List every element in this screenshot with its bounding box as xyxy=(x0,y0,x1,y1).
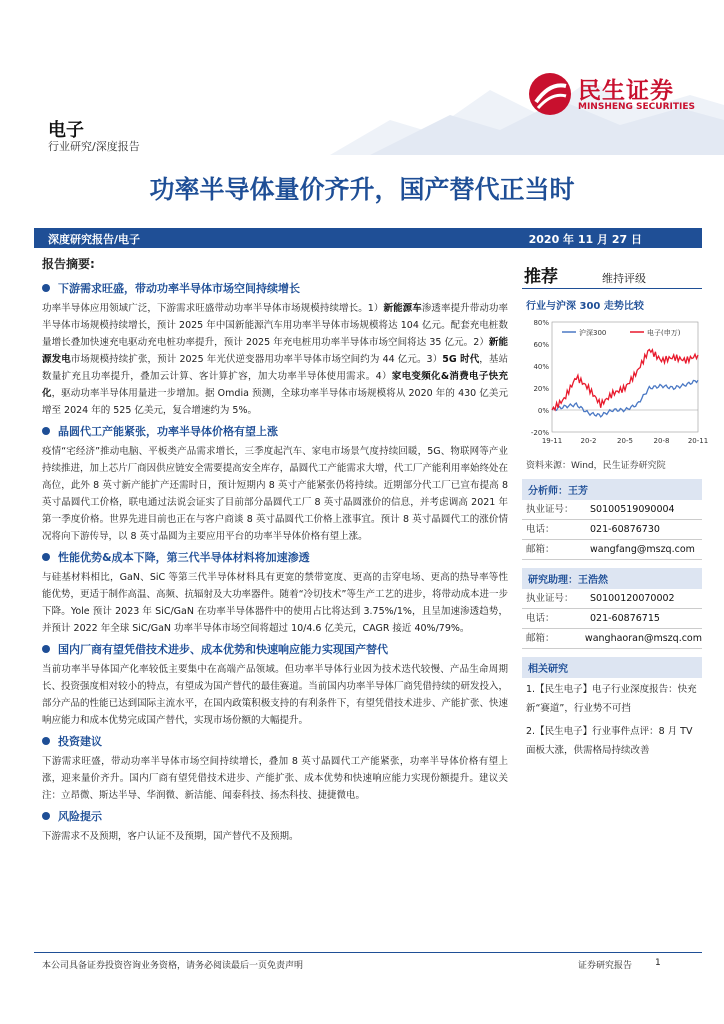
section-paragraph xyxy=(42,443,508,545)
chart-source: 资料来源：Wind，民生证券研究院 xyxy=(526,461,666,471)
footer-label: 证券研究报告 xyxy=(578,961,633,971)
footer-divider xyxy=(34,952,702,953)
page-number: 1 xyxy=(655,958,661,968)
related-report-link[interactable]: 1.【民生电子】电子行业深度报告：快充新“赛道”，行业势不可挡 xyxy=(526,684,697,714)
contact-value: 021-60876730 xyxy=(590,524,660,535)
rating-box xyxy=(522,252,702,289)
x-tick-label: 20-8 xyxy=(653,437,670,445)
y-tick-label: 80% xyxy=(533,319,549,327)
section-heading xyxy=(42,733,508,749)
assistant-row xyxy=(522,589,702,609)
y-tick-label: 20% xyxy=(533,385,549,393)
x-tick-label: 20-5 xyxy=(617,437,633,445)
emphasis-text: 家电变频化&消费电子快充化 xyxy=(42,371,508,399)
y-tick-label: -20% xyxy=(530,429,549,437)
y-tick-label: 0% xyxy=(537,407,549,415)
abstract-title: 报告摘要: xyxy=(42,257,95,271)
analyst-row xyxy=(522,520,702,540)
y-tick-label: 60% xyxy=(533,341,549,349)
contact-key: 邮箱： xyxy=(526,633,555,644)
section-heading xyxy=(42,423,508,439)
paragraph-text: 当前功率半导体国产化率较低主要集中在高端产品领域。但功率半导体行业因为技术迭代较慢、产品生命周期长、投资强度相对较小的特点，有望成为国产替代的最佳赛道。当前国内功率半导体厂商凭借持续的研发投入，部分产品的性能已达到国际主流水平，在国内政策积极支持的有利条件下，有望凭借技术进步、产能扩张、快速响应能力和成本优势完成国产替代，实现市场份额的大幅提升。 xyxy=(42,664,508,726)
section-heading-text: 风险提示 xyxy=(58,810,102,823)
bullet-dot-icon xyxy=(42,812,50,820)
rating-value: 推荐 xyxy=(524,267,558,287)
y-tick-label: 40% xyxy=(533,363,549,371)
assistant-row xyxy=(522,609,702,629)
contact-key: 电话： xyxy=(526,613,555,624)
section-paragraph xyxy=(42,300,508,419)
paragraph-text: ，基站数量扩充且功率提升，叠加云计算、客计算扩容，加大功率半导体使用需求。4） xyxy=(42,354,508,382)
related-report-link[interactable]: 2.【民生电子】行业事件点评：8 月 TV 面板大涨，供需格局持续改善 xyxy=(526,726,693,756)
abstract-section xyxy=(42,549,508,637)
contact-key: 执业证号： xyxy=(526,504,574,515)
logo-name: 民生证券 xyxy=(578,78,674,104)
logo-english: MINSHENG SECURITIES xyxy=(578,102,695,112)
page-title: 功率半导体量价齐升，国产替代正当时 xyxy=(149,175,575,204)
assistant-row xyxy=(522,629,702,649)
chart-title: 行业与沪深 300 走势比较 xyxy=(526,301,644,312)
contact-key: 执业证号： xyxy=(526,593,574,604)
section-heading xyxy=(42,641,508,657)
trend-chart xyxy=(522,314,709,456)
series-line-hs300 xyxy=(552,380,698,417)
plot-frame xyxy=(552,322,698,432)
footer-disclaimer: 本公司具备证券投资咨询业务资格，请务必阅读最后一页免责声明 xyxy=(42,961,304,971)
bullet-dot-icon xyxy=(42,427,50,435)
section-paragraph xyxy=(42,828,508,845)
legend-label: 沪深300 xyxy=(579,329,607,337)
report-banner xyxy=(34,228,702,248)
emphasis-text: 新能源车 xyxy=(383,303,422,314)
abstract-section xyxy=(42,808,508,845)
analyst-row xyxy=(522,500,702,520)
bullet-dot-icon xyxy=(42,645,50,653)
paragraph-text: 疫情“宅经济”推动电脑、平板类产品需求增长，三季度起汽车、家电市场景气度持续回暖，5G、物联网等产业持续推进，加上芯片厂商因供应链安全需要提高安全库存，晶圆代工产能需求大增，代工厂产能利用率始终处在高位，此外 8 英寸新产能扩产还需时日，预计短期内 8 英寸产能紧张仍将持续。近期部分代工厂已宣布提高 8 英寸晶圆代工价格，联电通过法说会证实了目前部分晶圆代工厂 8 英寸晶圆涨价的信息，并考虑调高 2021 年第一季度价格。世界先进目前也正在与客户商谈 8 英寸晶圆代工价格上涨事宜。预计 8 英寸晶圆代工的涨价情况将向下游传导，以 8 英寸晶圆为主要应用平台的功率半导体价格有望上涨。 xyxy=(42,446,508,542)
bullet-dot-icon xyxy=(42,284,50,292)
paragraph-text: 与硅基材料相比，GaN、SiC 等第三代半导体材料具有更宽的禁带宽度、更高的击穿电场、更高的热导率等性能优势，更适于制作高温、高频、抗辐射及大功率器件。随着“冷切技术”等生产工艺的进步，将带动成本进一步下降。Yole 预计 2023 年 SiC/GaN 在功率半导体器件中的使用占比将达到 3.75%/1%，且呈加速渗透趋势，并预计 2022 年全球 SiC/GaN 功率半导体市场空间将超过 10/4.6 亿美元，CAGR 接近 40%/79%。 xyxy=(42,572,508,634)
contact-value: S0100120070002 xyxy=(590,593,675,604)
related-header: 相关研究 xyxy=(522,657,702,678)
abstract-section xyxy=(42,280,508,419)
abstract-column xyxy=(42,252,508,849)
analyst-header: 分析师：王芳 xyxy=(522,479,702,500)
legend-label: 电子(申万) xyxy=(647,329,681,337)
analyst-row xyxy=(522,540,702,560)
paragraph-text: 功率半导体应用领域广泛，下游需求旺盛带动功率半导体市场规模持续增长。1） xyxy=(42,303,384,314)
abstract-section xyxy=(42,641,508,729)
section-paragraph xyxy=(42,661,508,729)
section-heading-text: 性能优势&成本下降，第三代半导体材料将加速渗透 xyxy=(58,551,310,564)
abstract-section xyxy=(42,423,508,545)
x-tick-label: 20-11 xyxy=(687,437,709,445)
section-heading-text: 晶圆代工产能紧张，功率半导体价格有望上涨 xyxy=(58,425,278,438)
paragraph-text: 渗透率提升带动功率半导体市场规模持续增长，预计 2025 年中国新能源汽车用功率半导体市场规模将达 104 亿元。配套充电桩数量增长叠加快速充电驱动充电桩功率提升，预计 2025 年充电桩用功率半导体市场空间将达 35 亿元。2） xyxy=(42,303,508,348)
paragraph-text: 下游需求旺盛，带动功率半导体市场空间持续增长，叠加 8 英寸晶圆代工产能紧张，功率半导体价格有望上涨，迎来量价齐升。国内厂商有望凭借技术进步、产能扩张、成本优势和快速响应能力实现份额提升。建议关注：立昂微、斯达半导、华润微、新洁能、闻泰科技、扬杰科技、捷捷微电。 xyxy=(42,756,508,801)
section-heading-text: 投资建议 xyxy=(58,735,102,748)
contact-value: S0100519090004 xyxy=(590,504,675,515)
contact-key: 电话： xyxy=(526,524,555,535)
paragraph-text: 市场规模持续扩张，预计 2025 年光伏逆变器用功率半导体市场空间约为 44 亿元。3） xyxy=(70,354,443,365)
paragraph-text: 下游需求不及预期，客户认证不及预期，国产替代不及预期。 xyxy=(42,831,299,842)
abstract-section xyxy=(42,733,508,804)
bullet-dot-icon xyxy=(42,737,50,745)
series-line-electronics xyxy=(552,350,698,411)
sidebar xyxy=(522,252,709,762)
paragraph-text: ，驱动功率半导体用量进一步增加。据 Omdia 预测，全球功率半导体市场规模将从 2020 年的 430 亿美元增至 2024 年的 525 亿美元，复合增速约为 5%。 xyxy=(42,388,508,416)
sector-label: 电子 xyxy=(48,120,84,141)
report-type: 行业研究/深度报告 xyxy=(48,140,140,153)
bullet-dot-icon xyxy=(42,553,50,561)
section-paragraph xyxy=(42,753,508,804)
rating-note: 维持评级 xyxy=(602,272,646,285)
assistant-header: 研究助理：王浩然 xyxy=(522,568,702,589)
contact-key: 邮箱： xyxy=(526,544,555,555)
section-heading-text: 国内厂商有望凭借技术进步、成本优势和快速响应能力实现国产替代 xyxy=(58,643,388,656)
trend-chart-svg xyxy=(522,314,709,456)
minsheng-logo-icon xyxy=(528,72,572,116)
contact-value: wanghaoran@mszq.com xyxy=(584,633,702,644)
x-tick-label: 20-2 xyxy=(580,437,597,445)
section-heading xyxy=(42,549,508,565)
section-heading xyxy=(42,280,508,296)
emphasis-text: 5G 时代 xyxy=(442,354,480,365)
banner-date: 2020 年 11 月 27 日 xyxy=(528,233,642,246)
banner-category: 深度研究报告/电子 xyxy=(48,233,141,246)
contact-value: 021-60876715 xyxy=(590,613,660,624)
section-heading xyxy=(42,808,508,824)
section-heading-text: 下游需求旺盛，带动功率半导体市场空间持续增长 xyxy=(58,282,300,295)
x-tick-label: 19-11 xyxy=(541,437,563,445)
emphasis-text: 新能源发电 xyxy=(42,337,508,365)
contact-value: wangfang@mszq.com xyxy=(590,544,695,555)
section-paragraph xyxy=(42,569,508,637)
